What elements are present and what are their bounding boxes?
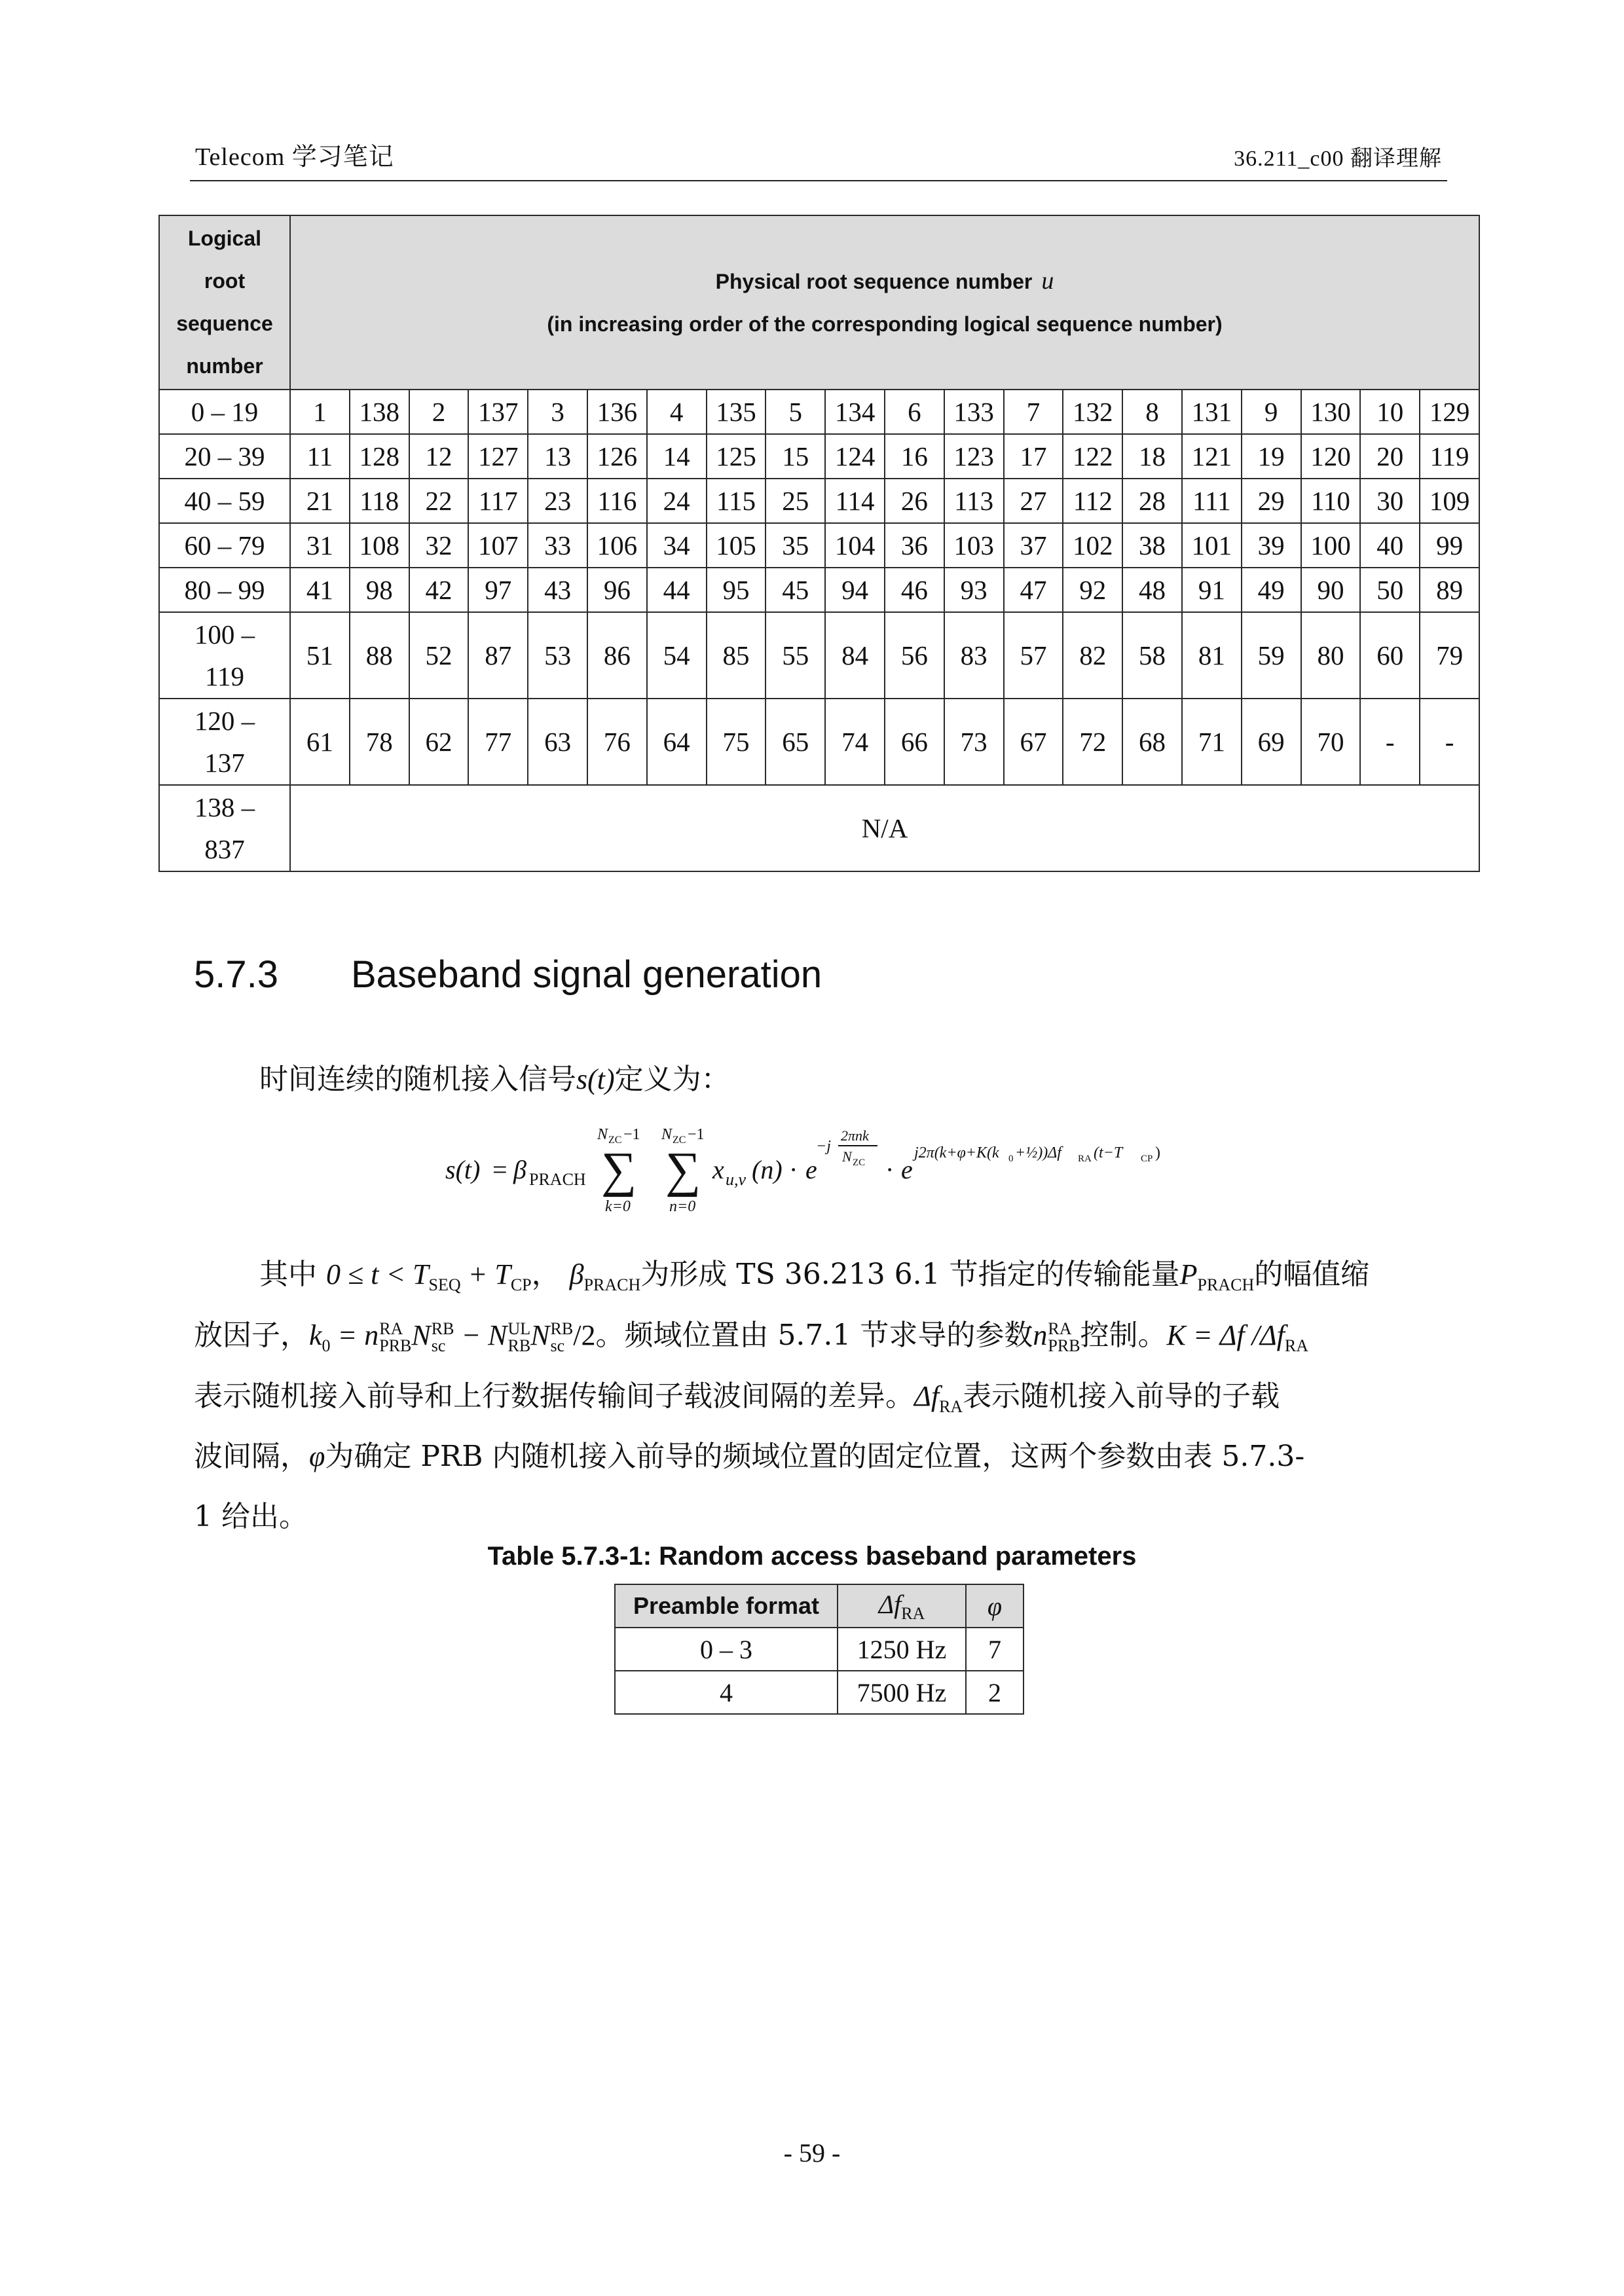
row-label-line: 100 – bbox=[194, 619, 255, 649]
root-value-cell: 48 bbox=[1122, 568, 1182, 612]
formula-e2: e bbox=[901, 1155, 913, 1184]
p3-text-b: 表示随机接入前导的子载 bbox=[963, 1379, 1280, 1413]
formula-lhs: s(t) bbox=[445, 1155, 481, 1184]
root-value-cell: 110 bbox=[1301, 479, 1361, 523]
logical-root-header-line: Logical bbox=[187, 227, 261, 250]
root-value-cell: 99 bbox=[1420, 523, 1479, 568]
root-value-cell: 33 bbox=[528, 523, 587, 568]
row-label-cell bbox=[159, 568, 290, 612]
p1-beta-sub: PRACH bbox=[583, 1275, 641, 1294]
formula-graphic bbox=[445, 1113, 1231, 1231]
root-sequence-table bbox=[158, 215, 1480, 872]
formula-dot-1: · bbox=[789, 1155, 798, 1184]
p2-text-b: 。频域位置由 5.7.1 节求导的参数 bbox=[595, 1319, 1033, 1352]
param-header-df bbox=[838, 1584, 966, 1628]
root-value-cell: 79 bbox=[1420, 612, 1479, 699]
param-format-cell: 4 bbox=[615, 1671, 838, 1714]
param-df-cell: 7500 Hz bbox=[838, 1671, 966, 1714]
p3-text-a: 表示随机接入前导和上行数据传输间子载波间隔的差异。 bbox=[194, 1379, 914, 1413]
root-table-body bbox=[159, 390, 1479, 871]
root-value-cell: 121 bbox=[1182, 434, 1242, 479]
root-value-cell: 131 bbox=[1182, 390, 1242, 434]
table-row bbox=[159, 479, 1479, 523]
param-header-df-symbol: Δf bbox=[878, 1589, 902, 1619]
row-label-line: 60 – 79 bbox=[184, 530, 265, 560]
section-number: 5.7.3 bbox=[194, 953, 278, 996]
root-value-cell: 65 bbox=[766, 699, 825, 785]
root-value-cell: 118 bbox=[350, 479, 409, 523]
p1-p-sub: PRACH bbox=[1197, 1275, 1255, 1294]
p1-plus: + T bbox=[460, 1258, 511, 1290]
root-value-cell: 46 bbox=[885, 568, 944, 612]
formula-beta: β bbox=[513, 1155, 526, 1184]
root-value-cell: 103 bbox=[944, 523, 1004, 568]
p2-n2-supsub bbox=[1048, 1321, 1080, 1355]
root-value-cell: 93 bbox=[944, 568, 1004, 612]
root-value-cell: 68 bbox=[1122, 699, 1182, 785]
header-right-title: 36.211_c00 翻译理解 bbox=[1234, 147, 1442, 171]
root-value-cell: 106 bbox=[587, 523, 647, 568]
formula-sum2-upper: N bbox=[661, 1126, 673, 1143]
root-value-cell: 104 bbox=[825, 523, 885, 568]
root-value-cell: 18 bbox=[1122, 434, 1182, 479]
baseband-parameters-table bbox=[614, 1584, 1024, 1715]
root-value-cell: 55 bbox=[766, 612, 825, 699]
table-caption: Table 5.7.3-1: Random access baseband parameters bbox=[487, 1542, 1137, 1571]
root-value-cell: - bbox=[1360, 699, 1420, 785]
logical-root-header-line: sequence bbox=[176, 312, 273, 335]
root-value-cell: 16 bbox=[885, 434, 944, 479]
p5-text: 1 给出。 bbox=[194, 1500, 308, 1533]
root-value-cell: 47 bbox=[1004, 568, 1063, 612]
p2-N-sup: RB bbox=[431, 1319, 454, 1338]
formula-x: x bbox=[712, 1155, 724, 1184]
root-value-cell: 127 bbox=[468, 434, 528, 479]
logical-root-header bbox=[159, 215, 290, 390]
root-value-cell: 100 bbox=[1301, 523, 1361, 568]
sum2-icon: ∑ bbox=[665, 1142, 701, 1197]
root-value-cell: 63 bbox=[528, 699, 587, 785]
root-value-cell: 134 bbox=[825, 390, 885, 434]
root-value-cell: 75 bbox=[707, 699, 766, 785]
table-row bbox=[159, 568, 1479, 612]
root-value-cell: 128 bbox=[350, 434, 409, 479]
p2-minus: − N bbox=[454, 1319, 507, 1351]
root-value-cell: 30 bbox=[1360, 479, 1420, 523]
param-header-row bbox=[615, 1584, 1024, 1628]
logical-root-header-line: number bbox=[186, 354, 263, 378]
root-value-cell: 101 bbox=[1182, 523, 1242, 568]
root-value-cell: 6 bbox=[885, 390, 944, 434]
root-value-cell: 60 bbox=[1360, 612, 1420, 699]
root-value-cell: 80 bbox=[1301, 612, 1361, 699]
paragraph-line-5 bbox=[194, 1493, 308, 1535]
p2-div: /2 bbox=[573, 1319, 596, 1351]
root-value-cell: 120 bbox=[1301, 434, 1361, 479]
root-value-cell: 39 bbox=[1242, 523, 1301, 568]
p4-phi: φ bbox=[309, 1440, 325, 1472]
physical-root-header-subtitle: (in increasing order of the corresponding logical sequence number) bbox=[547, 312, 1223, 336]
root-value-cell: 84 bbox=[825, 612, 885, 699]
root-value-cell: 23 bbox=[528, 479, 587, 523]
formula-x-sub: u,v bbox=[726, 1170, 747, 1189]
paragraph-line-2 bbox=[194, 1311, 1308, 1356]
p2-n-sub: PRB bbox=[379, 1336, 412, 1355]
root-value-cell: 28 bbox=[1122, 479, 1182, 523]
formula-exp1-prefix: −j bbox=[816, 1138, 831, 1155]
root-value-cell: 58 bbox=[1122, 612, 1182, 699]
row-label-line: 0 – 19 bbox=[191, 397, 259, 427]
root-value-cell: 32 bbox=[409, 523, 469, 568]
param-format-cell: 0 – 3 bbox=[615, 1628, 838, 1671]
p2-N: N bbox=[411, 1319, 431, 1351]
p2-N-supsub bbox=[432, 1321, 454, 1355]
root-value-cell: 109 bbox=[1420, 479, 1479, 523]
root-value-cell: 135 bbox=[707, 390, 766, 434]
p2-N2: N bbox=[530, 1319, 550, 1351]
root-value-cell: 24 bbox=[647, 479, 707, 523]
root-value-cell: 44 bbox=[647, 568, 707, 612]
root-value-cell: 87 bbox=[468, 612, 528, 699]
formula-sum2-upper-sub: ZC bbox=[673, 1135, 686, 1146]
root-value-cell: 53 bbox=[528, 612, 587, 699]
root-value-cell: 97 bbox=[468, 568, 528, 612]
root-value-cell: - bbox=[1420, 699, 1479, 785]
root-value-cell: 119 bbox=[1420, 434, 1479, 479]
root-value-cell: 136 bbox=[587, 390, 647, 434]
p1-condition: 0 ≤ t < T bbox=[326, 1258, 429, 1290]
root-value-cell: 86 bbox=[587, 612, 647, 699]
formula-exp2-d: ) bbox=[1155, 1144, 1160, 1161]
root-value-cell: 123 bbox=[944, 434, 1004, 479]
intro-text-after: 定义为： bbox=[614, 1063, 730, 1096]
paragraph-line-3 bbox=[194, 1372, 1280, 1417]
root-value-cell: 69 bbox=[1242, 699, 1301, 785]
root-value-cell: 2 bbox=[409, 390, 469, 434]
p2-k0-sub: 0 bbox=[322, 1336, 331, 1355]
root-value-cell: 8 bbox=[1122, 390, 1182, 434]
row-label-cell bbox=[159, 699, 290, 785]
p2-text-a: 放因子， bbox=[194, 1319, 309, 1352]
param-phi-cell: 7 bbox=[966, 1628, 1024, 1671]
formula-e1: e bbox=[805, 1155, 817, 1184]
formula-exp1-den-sub: ZC bbox=[853, 1157, 866, 1168]
root-value-cell: 38 bbox=[1122, 523, 1182, 568]
p1-text-c: 为形成 TS 36.213 6.1 节指定的传输能量 bbox=[640, 1258, 1180, 1291]
p2-n2-sup: RA bbox=[1048, 1319, 1072, 1338]
root-value-cell: 90 bbox=[1301, 568, 1361, 612]
root-value-cell: 122 bbox=[1063, 434, 1122, 479]
physical-root-header bbox=[290, 215, 1479, 390]
row-label-cell bbox=[159, 612, 290, 699]
root-value-cell: 107 bbox=[468, 523, 528, 568]
root-value-cell: 114 bbox=[825, 479, 885, 523]
formula-sum1-upper: N bbox=[597, 1126, 608, 1143]
root-value-cell: 42 bbox=[409, 568, 469, 612]
root-value-cell: 108 bbox=[350, 523, 409, 568]
root-value-cell: 61 bbox=[290, 699, 350, 785]
root-value-cell: 59 bbox=[1242, 612, 1301, 699]
root-value-cell: 83 bbox=[944, 612, 1004, 699]
formula-exp1-num: 2πnk bbox=[841, 1127, 869, 1144]
p1-text-a: 其中 bbox=[259, 1258, 317, 1291]
root-value-cell: 27 bbox=[1004, 479, 1063, 523]
param-header-format: Preamble format bbox=[615, 1584, 838, 1628]
root-value-cell: 40 bbox=[1360, 523, 1420, 568]
formula-exp2-c: (t−T bbox=[1094, 1144, 1123, 1161]
p1-seq-sub: SEQ bbox=[428, 1275, 461, 1294]
root-value-cell: 13 bbox=[528, 434, 587, 479]
physical-root-header-title: Physical root sequence number bbox=[715, 269, 1033, 293]
root-value-cell: 116 bbox=[587, 479, 647, 523]
row-label-cell bbox=[159, 434, 290, 479]
p2-k0: k bbox=[309, 1319, 322, 1351]
formula-sum2-lower: n=0 bbox=[669, 1198, 696, 1215]
section-heading bbox=[194, 953, 822, 996]
p2-n2: n bbox=[1033, 1319, 1048, 1351]
paragraph-line-4 bbox=[194, 1432, 1304, 1474]
root-value-cell: 37 bbox=[1004, 523, 1063, 568]
table-row bbox=[159, 434, 1479, 479]
root-value-cell: 102 bbox=[1063, 523, 1122, 568]
root-value-cell: 125 bbox=[707, 434, 766, 479]
formula-equals: = bbox=[492, 1155, 507, 1184]
root-value-cell: 132 bbox=[1063, 390, 1122, 434]
root-value-cell: 3 bbox=[528, 390, 587, 434]
row-label-line: 120 – bbox=[194, 706, 255, 736]
row-label-line: 20 – 39 bbox=[184, 441, 265, 471]
sum1-icon: ∑ bbox=[601, 1142, 637, 1197]
intro-line bbox=[259, 1055, 730, 1097]
root-value-cell: 73 bbox=[944, 699, 1004, 785]
root-value-cell: 85 bbox=[707, 612, 766, 699]
intro-text: 时间连续的随机接入信号 bbox=[259, 1063, 576, 1096]
root-value-cell: 98 bbox=[350, 568, 409, 612]
header-left-title: Telecom 学习笔记 bbox=[195, 143, 394, 171]
root-value-cell: 82 bbox=[1063, 612, 1122, 699]
paragraph-line-1 bbox=[259, 1250, 1369, 1295]
root-value-cell: 15 bbox=[766, 434, 825, 479]
physical-root-header-symbol: u bbox=[1041, 266, 1054, 295]
root-value-cell: 137 bbox=[468, 390, 528, 434]
p2-K-sub: RA bbox=[1284, 1336, 1309, 1355]
root-value-cell: 12 bbox=[409, 434, 469, 479]
p2-ul-supsub bbox=[507, 1321, 530, 1355]
p1-text-b: ， bbox=[531, 1258, 561, 1291]
root-value-cell: 50 bbox=[1360, 568, 1420, 612]
root-value-cell: 66 bbox=[885, 699, 944, 785]
root-value-cell: 71 bbox=[1182, 699, 1242, 785]
root-value-cell: 22 bbox=[409, 479, 469, 523]
root-value-cell: 111 bbox=[1182, 479, 1242, 523]
p1-p: P bbox=[1179, 1258, 1198, 1290]
formula-exp2-cp-sub: CP bbox=[1141, 1154, 1153, 1164]
root-value-cell: 124 bbox=[825, 434, 885, 479]
formula-exp2-k0-sub: 0 bbox=[1008, 1154, 1014, 1164]
row-label-line: 119 bbox=[205, 661, 244, 691]
na-cell: N/A bbox=[290, 785, 1479, 871]
row-label-cell bbox=[159, 479, 290, 523]
p2-n2-sub: PRB bbox=[1048, 1336, 1080, 1355]
formula-exp2-b: +½))Δf bbox=[1015, 1144, 1061, 1161]
root-value-cell: 10 bbox=[1360, 390, 1420, 434]
root-value-cell: 57 bbox=[1004, 612, 1063, 699]
root-value-cell: 41 bbox=[290, 568, 350, 612]
root-value-cell: 76 bbox=[587, 699, 647, 785]
row-label-line: 138 – bbox=[194, 792, 255, 822]
root-value-cell: 17 bbox=[1004, 434, 1063, 479]
root-value-cell: 112 bbox=[1063, 479, 1122, 523]
root-value-cell: 105 bbox=[707, 523, 766, 568]
root-value-cell: 26 bbox=[885, 479, 944, 523]
p2-K: K = Δf /Δf bbox=[1166, 1319, 1285, 1351]
p4-text-a: 波间隔， bbox=[194, 1440, 309, 1473]
row-label-cell bbox=[159, 523, 290, 568]
root-value-cell: 1 bbox=[290, 390, 350, 434]
p2-N-sub: sc bbox=[431, 1336, 446, 1355]
root-value-cell: 126 bbox=[587, 434, 647, 479]
root-value-cell: 113 bbox=[944, 479, 1004, 523]
formula-sum1-upper-tail: −1 bbox=[623, 1126, 640, 1143]
row-label-line: 40 – 59 bbox=[184, 486, 265, 516]
formula-sum2-upper-tail: −1 bbox=[688, 1126, 705, 1143]
root-value-cell: 5 bbox=[766, 390, 825, 434]
formula-sum1-upper-sub: ZC bbox=[608, 1135, 622, 1146]
root-value-cell: 4 bbox=[647, 390, 707, 434]
root-value-cell: 74 bbox=[825, 699, 885, 785]
p2-text-c: 控制。 bbox=[1080, 1319, 1167, 1352]
root-value-cell: 129 bbox=[1420, 390, 1479, 434]
root-value-cell: 91 bbox=[1182, 568, 1242, 612]
root-value-cell: 115 bbox=[707, 479, 766, 523]
root-value-cell: 35 bbox=[766, 523, 825, 568]
root-value-cell: 117 bbox=[468, 479, 528, 523]
row-label-cell bbox=[159, 785, 290, 871]
prach-signal-formula bbox=[445, 1113, 1231, 1231]
root-value-cell: 21 bbox=[290, 479, 350, 523]
p2-ul-sup: UL bbox=[507, 1319, 531, 1338]
p4-text-b: 为确定 PRB 内随机接入前导的频域位置的固定位置，这两个参数由表 5.7.3- bbox=[325, 1440, 1305, 1473]
intro-symbol: s(t) bbox=[576, 1063, 615, 1095]
p1-cp-sub: CP bbox=[510, 1275, 532, 1294]
root-value-cell: 11 bbox=[290, 434, 350, 479]
root-value-cell: 64 bbox=[647, 699, 707, 785]
p2-N2-sub: sc bbox=[550, 1336, 565, 1355]
root-value-cell: 72 bbox=[1063, 699, 1122, 785]
root-value-cell: 88 bbox=[350, 612, 409, 699]
root-value-cell: 29 bbox=[1242, 479, 1301, 523]
p2-ul-sub: RB bbox=[507, 1336, 531, 1355]
p3-df-sub: RA bbox=[939, 1396, 963, 1416]
root-value-cell: 7 bbox=[1004, 390, 1063, 434]
formula-sum1-lower: k=0 bbox=[605, 1198, 631, 1215]
formula-beta-sub: PRACH bbox=[529, 1170, 586, 1189]
root-value-cell: 95 bbox=[707, 568, 766, 612]
p1-beta: β bbox=[569, 1258, 584, 1290]
row-label-line: 80 – 99 bbox=[184, 575, 265, 605]
root-value-cell: 92 bbox=[1063, 568, 1122, 612]
root-value-cell: 49 bbox=[1242, 568, 1301, 612]
table-row bbox=[159, 699, 1479, 785]
formula-x-arg: (n) bbox=[752, 1155, 783, 1184]
root-value-cell: 14 bbox=[647, 434, 707, 479]
row-label-line: 137 bbox=[204, 748, 245, 778]
root-value-cell: 34 bbox=[647, 523, 707, 568]
root-table-header-row bbox=[159, 215, 1479, 390]
section-title: Baseband signal generation bbox=[351, 953, 822, 996]
formula-dot-2: · bbox=[885, 1155, 895, 1184]
root-value-cell: 54 bbox=[647, 612, 707, 699]
p2-eq: = n bbox=[330, 1319, 379, 1351]
table-row bbox=[159, 785, 1479, 871]
formula-exp2-ra-sub: RA bbox=[1078, 1154, 1092, 1164]
root-value-cell: 20 bbox=[1360, 434, 1420, 479]
table-row bbox=[615, 1671, 1024, 1714]
p2-n-sup: RA bbox=[379, 1319, 403, 1338]
root-value-cell: 78 bbox=[350, 699, 409, 785]
root-value-cell: 94 bbox=[825, 568, 885, 612]
root-value-cell: 70 bbox=[1301, 699, 1361, 785]
p2-n-supsub bbox=[379, 1321, 411, 1355]
page-number: - 59 - bbox=[783, 2138, 841, 2168]
root-value-cell: 56 bbox=[885, 612, 944, 699]
root-value-cell: 77 bbox=[468, 699, 528, 785]
param-phi-cell: 2 bbox=[966, 1671, 1024, 1714]
param-header-phi: φ bbox=[966, 1584, 1024, 1628]
root-value-cell: 19 bbox=[1242, 434, 1301, 479]
root-value-cell: 31 bbox=[290, 523, 350, 568]
page-header bbox=[190, 134, 1447, 181]
row-label-line: 837 bbox=[204, 834, 245, 864]
param-df-cell: 1250 Hz bbox=[838, 1628, 966, 1671]
root-value-cell: 133 bbox=[944, 390, 1004, 434]
root-value-cell: 62 bbox=[409, 699, 469, 785]
root-value-cell: 45 bbox=[766, 568, 825, 612]
root-value-cell: 25 bbox=[766, 479, 825, 523]
row-label-cell bbox=[159, 390, 290, 434]
table-row bbox=[615, 1628, 1024, 1671]
logical-root-header-line: root bbox=[204, 269, 246, 293]
root-value-cell: 67 bbox=[1004, 699, 1063, 785]
table-row bbox=[159, 390, 1479, 434]
formula-exp1-den: N bbox=[842, 1148, 852, 1165]
root-value-cell: 9 bbox=[1242, 390, 1301, 434]
p1-text-d: 的幅值缩 bbox=[1254, 1258, 1370, 1291]
p3-df: Δf bbox=[914, 1380, 940, 1412]
root-value-cell: 138 bbox=[350, 390, 409, 434]
table-row bbox=[159, 612, 1479, 699]
param-header-df-sub: RA bbox=[901, 1603, 925, 1623]
root-value-cell: 51 bbox=[290, 612, 350, 699]
root-value-cell: 130 bbox=[1301, 390, 1361, 434]
table-row bbox=[159, 523, 1479, 568]
p2-N2-supsub bbox=[551, 1321, 574, 1355]
root-value-cell: 89 bbox=[1420, 568, 1479, 612]
root-value-cell: 36 bbox=[885, 523, 944, 568]
root-value-cell: 43 bbox=[528, 568, 587, 612]
root-value-cell: 52 bbox=[409, 612, 469, 699]
p2-N2-sup: RB bbox=[550, 1319, 574, 1338]
root-value-cell: 81 bbox=[1182, 612, 1242, 699]
formula-exp2: j2π(k+φ+K(k bbox=[914, 1144, 999, 1161]
root-value-cell: 96 bbox=[587, 568, 647, 612]
